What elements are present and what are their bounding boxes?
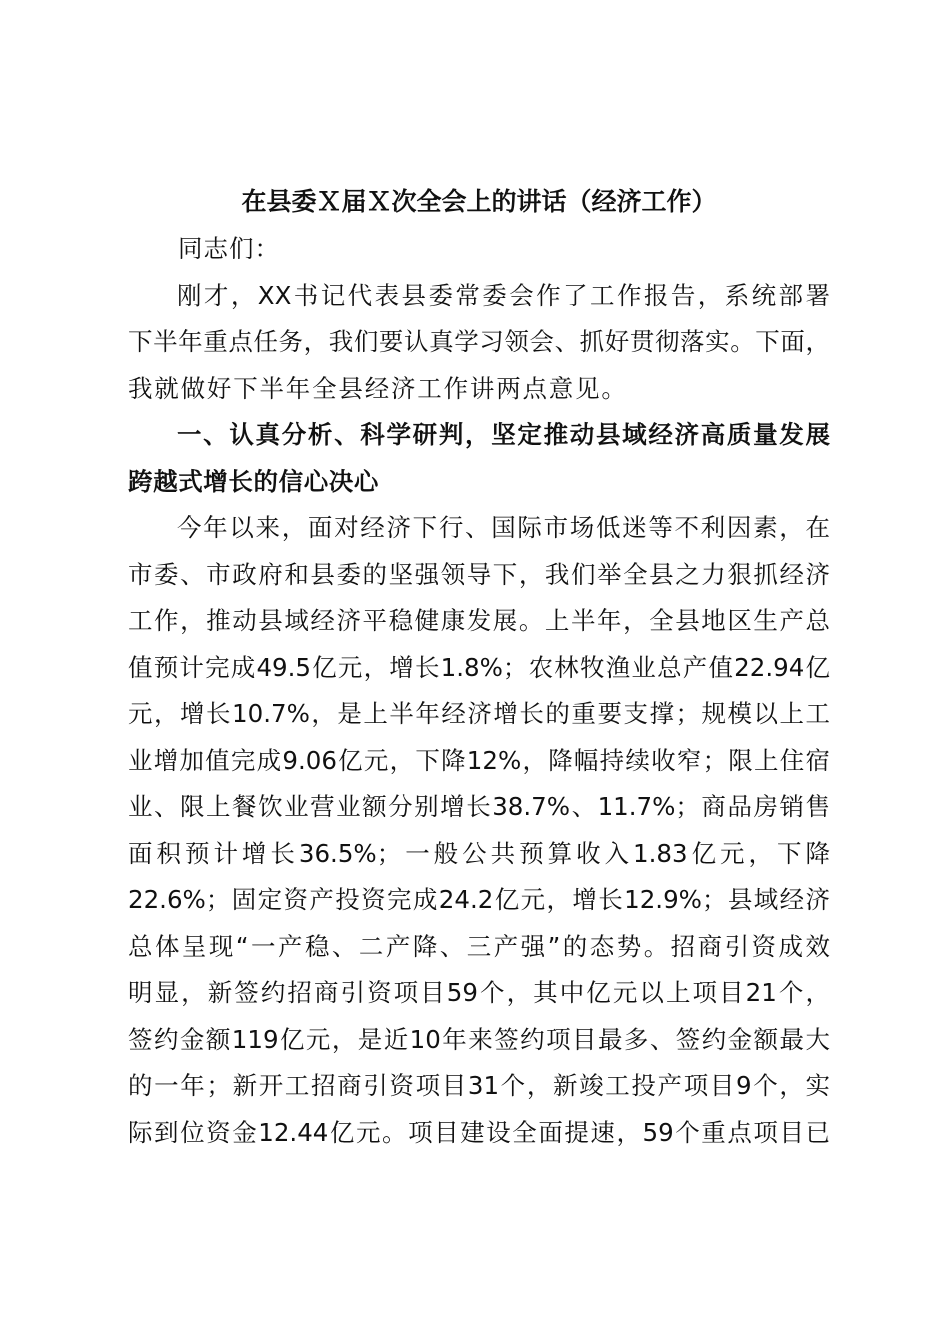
text-line: 的一年；新开工招商引资项目31个，新竣工投产项目9个，实: [128, 1071, 830, 1100]
text-line: 签约金额119亿元，是近10年来签约项目最多、签约金额最大: [128, 1024, 830, 1054]
document-page: [128, 180, 830, 1156]
text-line: 今年以来，面对经济下行、国际市场低迷等不利因素，在: [177, 513, 830, 542]
salutation: 同志们：: [178, 234, 280, 263]
text-line: 我就做好下半年全县经济工作讲两点意见。: [128, 373, 628, 403]
heading-line: 一、认真分析、科学研判，坚定推动县域经济高质量发展: [177, 420, 830, 449]
text-line: 22.6%；固定资产投资完成24.2亿元，增长12.9%；县域经济: [128, 885, 830, 914]
heading-line: 跨越式增长的信心决心: [128, 466, 379, 496]
text-line: 际到位资金12.44亿元。项目建设全面提速，59个重点项目已: [128, 1117, 830, 1147]
text-line: 明显，新签约招商引资项目59个，其中亿元以上项目21个，: [128, 978, 830, 1007]
text-line: 业增加值完成9.06亿元，下降12%，降幅持续收窄；限上住宿: [128, 745, 830, 775]
text-line: 市委、市政府和县委的坚强领导下，我们举全县之力狠抓经济: [128, 559, 830, 589]
text-line: 下半年重点任务，我们要认真学习领会、抓好贯彻落实。下面，: [128, 327, 830, 356]
text-line: 元，增长10.7%，是上半年经济增长的重要支撑；规模以上工: [128, 699, 830, 728]
intro-paragraph: [128, 273, 830, 413]
text-line: 工作，推动县域经济平稳健康发展。上半年，全县地区生产总: [128, 606, 830, 635]
text-line: 业、限上餐饮业营业额分别增长38.7%、11.7%；商品房销售: [128, 792, 830, 821]
text-line: 值预计完成49.5亿元，增长1.8%；农林牧渔业总产值22.94亿: [128, 652, 830, 682]
text-line: 总体呈现“一产稳、二产降、三产强”的态势。招商引资成效: [128, 931, 830, 961]
economy-summary-paragraph: [128, 505, 830, 1156]
text-line: 面积预计增长36.5%；一般公共预算收入1.83亿元，下降: [128, 838, 830, 868]
document-title: 在县委Ｘ届Ｘ次全会上的讲话（经济工作）: [241, 187, 717, 216]
text-line: 刚才，XX书记代表县委常委会作了工作报告，系统部署: [177, 280, 830, 310]
section-heading-1: [128, 412, 830, 505]
